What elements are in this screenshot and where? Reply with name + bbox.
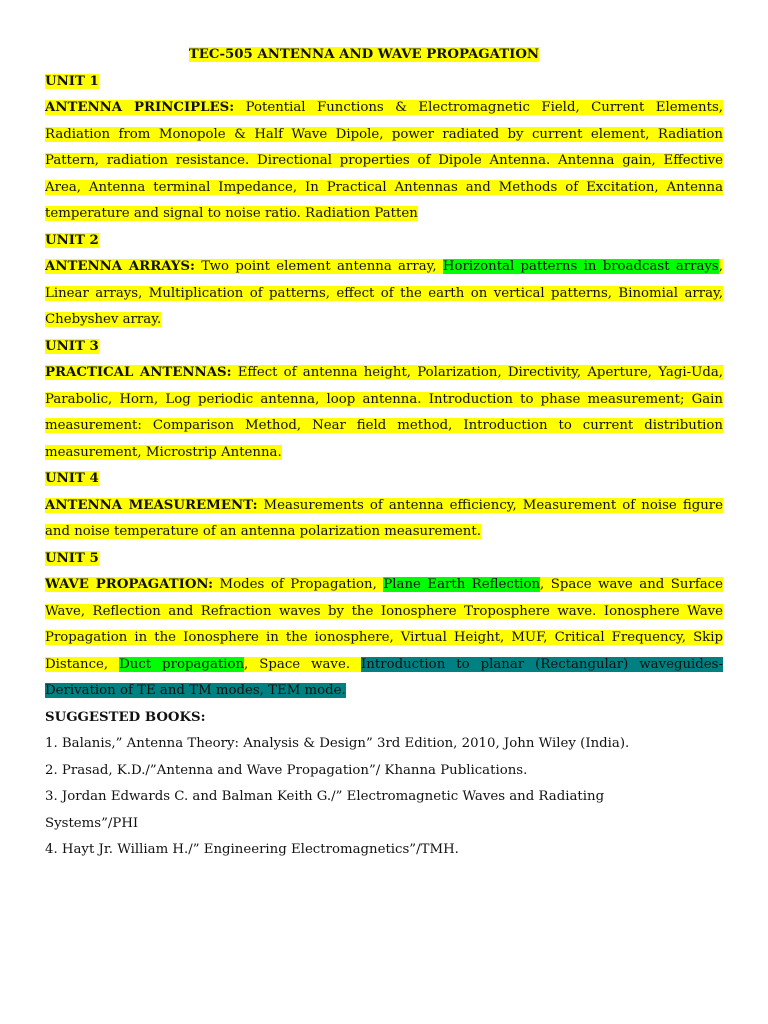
unit2-row (45, 228, 723, 255)
unit2-text-a: Two point element antenna array, (194, 259, 443, 274)
unit5-paragraph (45, 572, 723, 705)
unit5-text-a: Modes of Propagation, (213, 577, 384, 592)
book-1: 1. Balanis,” Antenna Theory: Analysis & Design” 3rd Edition, 2010, John Wiley (India). (45, 736, 630, 751)
unit1-text: Potential Functions & Electromagnetic Field, Current Elements, Radiation from Monopole & Half Wave Dipole, power radiated by current element, Radiation Pattern, radiation resistance. Directional properties of Dipole Antenna. Antenna gain, Effective Area, Antenna terminal Impedance, In Practical Antennas and Methods of Excitation, Antenna temperature and signal to noise ratio. Radiation Patten (45, 100, 723, 221)
unit5-teal-highlight: Introduction to planar (Rectangular) waveguides- Derivation of TE and TM modes, TEM mode. (45, 656, 723, 698)
unit3-text: Effect of antenna height, Polarization, Directivity, Aperture, Yagi-Uda, Parabolic, Horn, Log periodic antenna, loop antenna. Introduction to phase measurement; Gain measurement: Comparison Method, Near field method, Introduction to current distribution measurement, Microstrip Antenna. (45, 365, 723, 460)
unit3-heading: PRACTICAL ANTENNAS: (45, 365, 232, 380)
unit2-paragraph (45, 254, 723, 334)
unit5-heading: WAVE PROPAGATION: (45, 577, 213, 592)
suggested-books (45, 705, 723, 864)
unit1-paragraph (45, 95, 723, 228)
unit1-label: UNIT 1 (45, 73, 99, 89)
book-2: 2. Prasad, K.D./”Antenna and Wave Propagation”/ Khanna Publications. (45, 762, 528, 778)
document-title: TEC-505 ANTENNA AND WAVE PROPAGATION (188, 47, 540, 62)
unit4-paragraph (45, 493, 723, 546)
book-3-line2: Systems”/PHI (45, 815, 139, 831)
unit4-heading: ANTENNA MEASUREMENT: (45, 497, 258, 513)
unit3-paragraph (45, 360, 723, 466)
book-3-line1: 3. Jordan Edwards C. and Balman Keith G./” Electromagnetic Waves and Radiating (45, 789, 605, 804)
unit5-green-highlight-b: Duct propagation (119, 656, 245, 672)
unit3-label: UNIT 3 (45, 338, 99, 354)
unit4-text: Measurements of antenna efficiency, Measurement of noise figure and noise temperature of an antenna polarization measurement. (45, 497, 723, 539)
unit3-row (45, 334, 723, 361)
unit1-row (45, 69, 723, 96)
unit5-green-highlight-a: Plane Earth Reflection (383, 577, 541, 592)
book-4: 4. Hayt Jr. William H./” Engineering Electromagnetics”/TMH. (45, 842, 459, 857)
unit2-green-highlight: Horizontal patterns in broadcast arrays (442, 259, 719, 274)
unit5-row (45, 546, 723, 573)
unit2-text-b: , Linear arrays, Multiplication of patterns, effect of the earth on vertical patterns, Binomial array, Chebyshev array. (45, 259, 723, 327)
title-line (5, 42, 723, 69)
syllabus-content (45, 42, 723, 864)
unit4-row (45, 466, 723, 493)
books-heading: SUGGESTED BOOKS: (45, 709, 206, 725)
unit1-heading: ANTENNA PRINCIPLES: (45, 100, 235, 115)
unit4-label: UNIT 4 (45, 471, 99, 486)
unit5-text-c: , Space wave. (244, 656, 362, 672)
unit5-label: UNIT 5 (45, 550, 99, 566)
unit2-label: UNIT 2 (45, 232, 99, 248)
unit5-text-b: , Space wave and Surface Wave, Reflection and Refraction waves by the Ionosphere Troposphere wave. Ionosphere Wave Propagation in the Ionosphere in the ionosphere, Virtual Height, MUF, Critical Frequency, Skip Distance, (45, 577, 723, 672)
unit2-heading: ANTENNA ARRAYS: (45, 259, 195, 274)
